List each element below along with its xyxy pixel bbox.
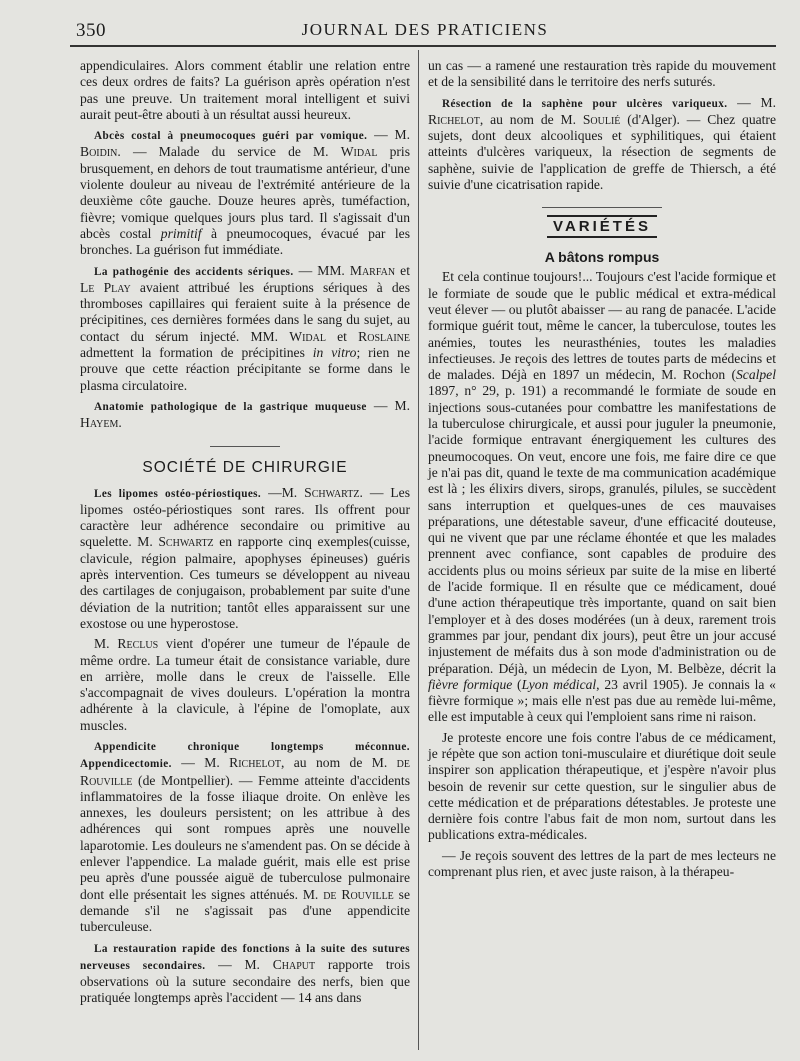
journal-title: JOURNAL DES PRATICIENS xyxy=(301,20,549,39)
paragraph-pathogenie: La pathogénie des accidents sériques. — MM. Marfan et Le Play avaient attribué les éruptions sériques à des thromboses capillaires qui feraient suite à la présence de précipitines, ces dernières formées dans le sang du sujet, au contact du sérum injecté. MM. Widal et Roslaine admettent la formation de précipitines in vitro; rien ne prouve que cette réaction précipitante se forme dans le plasma circulatoire. xyxy=(80,262,410,393)
paragraph-appendicite: Appendicite chronique longtemps méconnue. Appendicectomie. — M. Richelot, au nom de M. de Rouville (de Montpellier). — Femme atteinte d'accidents inflammatoires de la fosse iliaque droite. On enlève les annexes, les douleurs persistent; on les attribue à des adhérences qui sont rompues après une nouvelle laparotomie. Les douleurs ne s'amendent pas. On se décide à enlever l'appendice. La malade guérit, mais elle est prise peu après d'une poussée aiguë de tuberculose pulmonaire dont elle présentait les signes atténués. M. de Rouville se demande s'il ne s'agissait pas d'une appendicite tuberculeuse. xyxy=(80,740,410,935)
page-header xyxy=(70,18,780,44)
paragraph-proteste: Je proteste encore une fois contre l'abus de ce médicament, je répète que son action toni-musculaire et diurétique doit seule inspirer son application thérapeutique, et j'espère n'avoir plus besoin de revenir sur cette question, sur le singulier abus de cette médication et de préparations détestables. Je proteste une dernière fois contre l'abus fait de mon nom, surtout dans les publications extra-médicales. xyxy=(428,729,776,843)
section-separator xyxy=(210,446,280,447)
paragraph-acide-formique: Et cela continue toujours!... Toujours c'est l'acide formique et le formiate de soude que le public médical et extra-médical veut élever — ou plutôt abaisser — au rang de panacée. L'acide formique guérit tout, même le cancer, la tuberculose, toutes les anémies, toutes les neurasthénies, toutes les maladies infectieuses. Je reçois des lettres de toutes parts de médecins et de malades. Déjà en 1897 un médecin, M. Rochon (Scalpel 1897, n° 29, p. 191) a recommandé le formiate de soude en injections sous-cutanées pour combattre les manifestations de la tuberculose chirurgicale, et aussi pour juguler la pneumonie, l'acide formique entravant énergiquement les cultures des pneumocoques. On veut, encore une fois, me faire dire ce que je n'ai pas dit, quand le texte de ma communication académique est là ; les élixirs divers, sirops, granulés, pilules, se succèdent sans interruption et quelques-unes de ces mauvaises préparations, une détestable saveur, d'une efficacité douteuse, qui ne vivent que par une réclame éhontée et que les malades prennent avec confiance, sont capables de produire des accidents plus ou moins sérieux par suite de la mise en liberté de l'acide formique. Il en résulte que ce médicament, doué d'une action thérapeutique très importante, quand on sait bien l'employer et à des doses modérées (un à deux, rarement trois grammes par jour, pendant dix jours), peut être un jour accusé injustement de méfaits dus à son mode d'administration ou de préparation. Déjà, un médecin de Lyon, M. Belbèze, décrit la fièvre formique (Lyon médical, 23 avril 1905). Je connais la « fièvre formique »; mais elle n'est pas due au remède lui-même, elle est imputable à ceux qui l'emploient sans rime ni raison. xyxy=(428,269,776,725)
varietes-separator xyxy=(542,207,662,208)
section-title-varietes: VARIÉTÉS xyxy=(428,218,776,235)
column-divider xyxy=(418,50,419,1050)
heading-restauration: La restauration rapide des fonctions à la suite des sutures nerveuses secondaires. xyxy=(80,942,410,972)
heading-pathogenie: La pathogénie des accidents sériques. xyxy=(94,265,294,278)
paragraph-anatomie: Anatomie pathologique de la gastrique muqueuse — M. Hayem. xyxy=(80,397,410,431)
header-rule xyxy=(70,45,776,47)
paragraph-reclus: M. Reclus vient d'opérer une tumeur de l'épaule de même ordre. La tumeur était de consistance variable, dure en arrière, molle dans le creux de l'aisselle. Elle s'accompagnait de vives douleurs. L'opération la montra adhérente à la clavicule, à l'épine de l'omoplate, aux muscles. xyxy=(80,636,411,733)
section-title-chirurgie: SOCIÉTÉ DE CHIRURGIE xyxy=(142,458,348,476)
paragraph-restauration: La restauration rapide des fonctions à la suite des sutures nerveuses secondaires. — M. Chaput rapporte trois observations où la suture secondaire des nerfs, bien que pratiquée longtemps après l'accident — 14 ans dans xyxy=(80,942,410,1006)
paragraph-resection: Résection de la saphène pour ulcères variqueux. — M. Richelot, au nom de M. Soulié (d'Alger). — Chez quatre sujets, dont deux alcooliques et syphilitiques, qui étaient atteints d'ulcères variqueux, la résection de segments de saphène, suivie de l'application de greffe de Thiersch, a été suivie d'une cicatrisation rapide. xyxy=(428,94,776,193)
right-column xyxy=(428,58,776,884)
paragraph-lipomes: Les lipomes ostéo-périostiques. —M. Schwartz. — Les lipomes ostéo-périostiques sont rares. Ils offrent pour caractère leur adhérence secondaire ou primitive au squelette. M. Schwartz en rapporte cinq exemples(cuisse, clavicule, région palmaire, apophyses épineuses) guéris après intervention. Ces tumeurs se développent au niveau des cartilages de conjugaison, probablement par suite d'une déviation de la nutrition; tantôt elles apparaissent sur une exostose ou une hyperostose. xyxy=(80,484,410,631)
paragraph-abces-costal: Abcès costal à pneumocoques guéri par vomique. — M. Boidin. — Malade du service de M. Widal pris brusquement, en dehors de tout traumatisme antérieur, d'une violente douleur au niveau de l'extrémité antérieure de la deuxième côte gauche. Douze heures après, tuméfaction, fièvre; vomique quelques jours plus tard. Il s'agissait d'un abcès costal primitif à pneumocoques, évacué par les bronches. La guérison fut immédiate. xyxy=(80,127,410,258)
heading-anatomie: Anatomie pathologique de la gastrique muqueuse xyxy=(94,400,367,413)
heading-resection: Résection de la saphène pour ulcères variqueux. xyxy=(442,97,728,110)
heading-lipomes: Les lipomes ostéo-périostiques. xyxy=(94,487,262,500)
paragraph-lettres: — Je reçois souvent des lettres de la part de mes lecteurs ne comprenant plus rien, et avec juste raison, à la thérapeu- xyxy=(428,847,776,880)
page-number: 350 xyxy=(76,20,106,41)
left-column xyxy=(80,58,410,1011)
subtitle-batons-rompus: A bâtons rompus xyxy=(544,249,660,266)
heading-appendicite: Appendicite chronique longtemps méconnue. Appendicectomie. xyxy=(80,740,410,771)
heading-abces-costal: Abcès costal à pneumocoques guéri par vomique. xyxy=(94,130,368,143)
paragraph-appendiculaires: appendiculaires. Alors comment établir une relation entre ces deux ordres de faits? La guérison après opération n'est pas une preuve. Un traitement moral intelligent et suivi aurait peut-être abouti à un résultat aussi heureux. xyxy=(80,58,410,122)
paragraph-restauration-cont: un cas — a ramené une restauration très rapide du mouvement et de la sensibilité dans le territoire des nerfs suturés. xyxy=(428,58,776,90)
